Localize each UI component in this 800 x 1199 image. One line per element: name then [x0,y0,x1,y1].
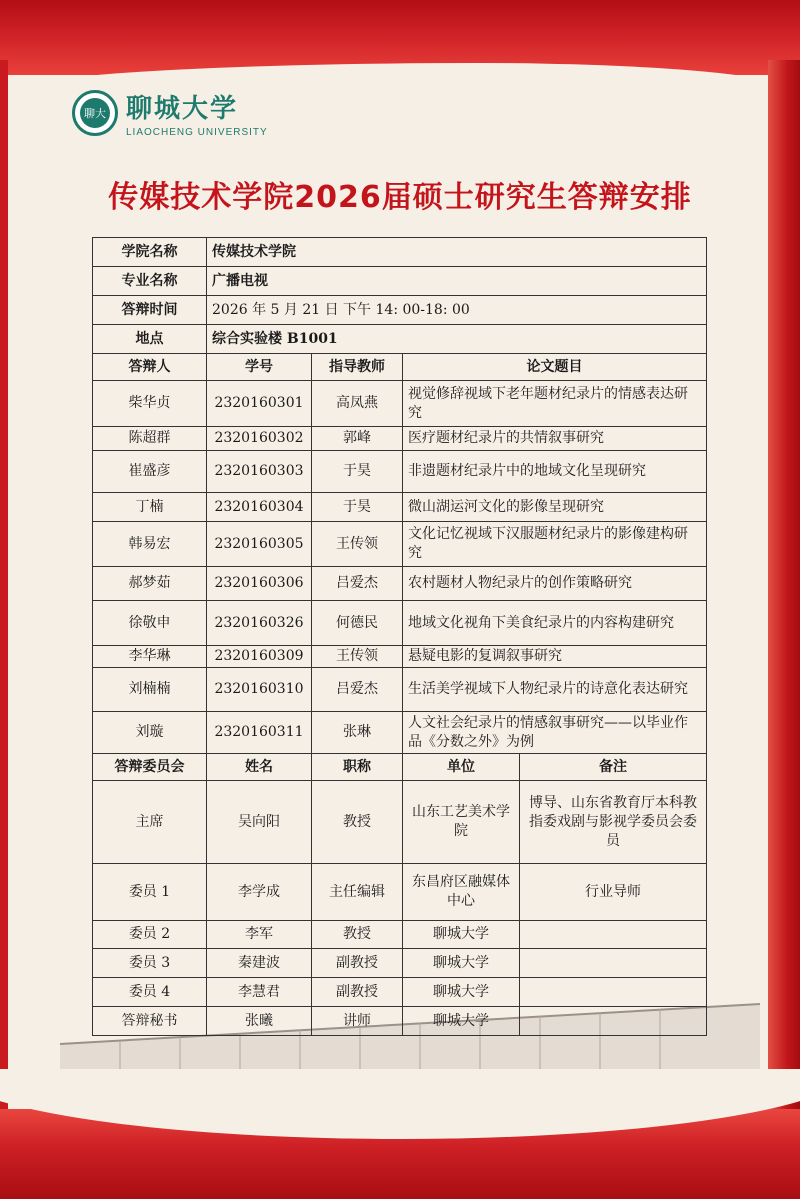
column-header: 答辩委员会 [93,754,207,781]
student-name: 柴华贞 [93,381,207,427]
committee-role: 答辩秘书 [93,1007,207,1036]
committee-note [520,921,707,949]
student-advisor: 郭峰 [312,427,403,451]
student-name: 崔盛彦 [93,451,207,493]
student-name: 刘璇 [93,712,207,754]
university-logo [72,88,268,138]
committee-unit: 东昌府区融媒体中心 [403,864,520,921]
column-header: 论文题目 [403,354,707,381]
student-thesis: 农村题材人物纪录片的创作策略研究 [403,567,707,601]
committee-name: 李学成 [207,864,312,921]
student-thesis: 医疗题材纪录片的共情叙事研究 [403,427,707,451]
page-title: 传媒技术学院2026届硕士研究生答辩安排 [108,180,692,215]
committee-role: 主席 [93,781,207,864]
info-value: 综合实验楼 B1001 [207,325,707,354]
committee-role: 委员 1 [93,864,207,921]
student-thesis: 非遗题材纪录片中的地域文化呈现研究 [403,451,707,493]
student-row [93,493,707,522]
student-id: 2320160326 [207,601,312,646]
student-id: 2320160309 [207,646,312,668]
student-thesis: 文化记忆视域下汉服题材纪录片的影像建构研究 [403,522,707,567]
committee-row [93,864,707,921]
info-value: 广播电视 [207,267,707,296]
info-row [93,267,707,296]
info-label: 答辩时间 [93,296,207,325]
committee-role: 委员 4 [93,978,207,1007]
student-row [93,567,707,601]
committee-note [520,1007,707,1036]
right-red-frame [768,60,800,1120]
committee-name: 吴向阳 [207,781,312,864]
committee-unit: 山东工艺美术学院 [403,781,520,864]
info-value: 2026 年 5 月 21 日 下午 14: 00-18: 00 [207,296,707,325]
committee-unit: 聊城大学 [403,921,520,949]
logo-name-en: LIAOCHENG UNIVERSITY [126,127,268,138]
student-name: 丁楠 [93,493,207,522]
committee-title: 讲师 [312,1007,403,1036]
student-advisor: 于昊 [312,451,403,493]
column-header: 职称 [312,754,403,781]
committee-row [93,949,707,978]
student-row [93,668,707,712]
student-advisor: 何德民 [312,601,403,646]
student-row [93,381,707,427]
bottom-red-frame [0,1109,800,1199]
info-label: 地点 [93,325,207,354]
student-thesis: 微山湖运河文化的影像呈现研究 [403,493,707,522]
student-id: 2320160311 [207,712,312,754]
student-name: 刘楠楠 [93,668,207,712]
logo-wordmark [126,88,268,138]
committee-title: 副教授 [312,978,403,1007]
column-header: 学号 [207,354,312,381]
committee-title: 教授 [312,921,403,949]
committee-title: 教授 [312,781,403,864]
column-header: 答辩人 [93,354,207,381]
column-header: 姓名 [207,754,312,781]
committee-row [93,1007,707,1036]
student-name: 李华琳 [93,646,207,668]
student-name: 郝梦茹 [93,567,207,601]
student-advisor: 吕爱杰 [312,668,403,712]
left-red-frame [0,60,8,1120]
committee-unit: 聊城大学 [403,978,520,1007]
committee-name: 李慧君 [207,978,312,1007]
info-label: 学院名称 [93,238,207,267]
committee-row [93,781,707,864]
student-row [93,451,707,493]
committee-note [520,949,707,978]
student-id: 2320160304 [207,493,312,522]
student-row [93,427,707,451]
committee-role: 委员 2 [93,921,207,949]
student-id: 2320160305 [207,522,312,567]
committee-title: 副教授 [312,949,403,978]
student-thesis: 生活美学视域下人物纪录片的诗意化表达研究 [403,668,707,712]
students-header-row [93,354,707,381]
student-row [93,646,707,668]
student-thesis: 地域文化视角下美食纪录片的内容构建研究 [403,601,707,646]
student-id: 2320160310 [207,668,312,712]
info-row [93,238,707,267]
column-header: 单位 [403,754,520,781]
column-header: 备注 [520,754,707,781]
emblem-text: 聊大 [80,98,110,128]
committee-row [93,978,707,1007]
student-id: 2320160306 [207,567,312,601]
committee-name: 张曦 [207,1007,312,1036]
info-label: 专业名称 [93,267,207,296]
student-name: 韩易宏 [93,522,207,567]
committee-title: 主任编辑 [312,864,403,921]
committee-note: 行业导师 [520,864,707,921]
committee-row [93,921,707,949]
info-row [93,325,707,354]
top-red-frame [0,0,800,75]
committee-note: 博导、山东省教育厅本科教指委戏剧与影视学委员会委员 [520,781,707,864]
student-thesis: 视觉修辞视域下老年题材纪录片的情感表达研究 [403,381,707,427]
committee-header-row [93,754,707,781]
student-id: 2320160302 [207,427,312,451]
committee-note [520,978,707,1007]
committee-unit: 聊城大学 [403,949,520,978]
info-row [93,296,707,325]
defense-schedule-table [92,237,707,1036]
student-advisor: 王传领 [312,522,403,567]
student-row [93,712,707,754]
info-value: 传媒技术学院 [207,238,707,267]
logo-name-cn: 聊城大学 [126,94,239,124]
student-row [93,601,707,646]
student-thesis: 人文社会纪录片的情感叙事研究——以毕业作品《分数之外》为例 [403,712,707,754]
student-id: 2320160301 [207,381,312,427]
student-thesis: 悬疑电影的复调叙事研究 [403,646,707,668]
student-name: 陈超群 [93,427,207,451]
committee-role: 委员 3 [93,949,207,978]
student-row [93,522,707,567]
student-advisor: 于昊 [312,493,403,522]
student-id: 2320160303 [207,451,312,493]
student-advisor: 王传领 [312,646,403,668]
student-name: 徐敬申 [93,601,207,646]
committee-unit: 聊城大学 [403,1007,520,1036]
university-emblem-icon [72,90,118,136]
column-header: 指导教师 [312,354,403,381]
committee-name: 李军 [207,921,312,949]
student-advisor: 张琳 [312,712,403,754]
student-advisor: 吕爱杰 [312,567,403,601]
student-advisor: 高凤燕 [312,381,403,427]
committee-name: 秦建波 [207,949,312,978]
